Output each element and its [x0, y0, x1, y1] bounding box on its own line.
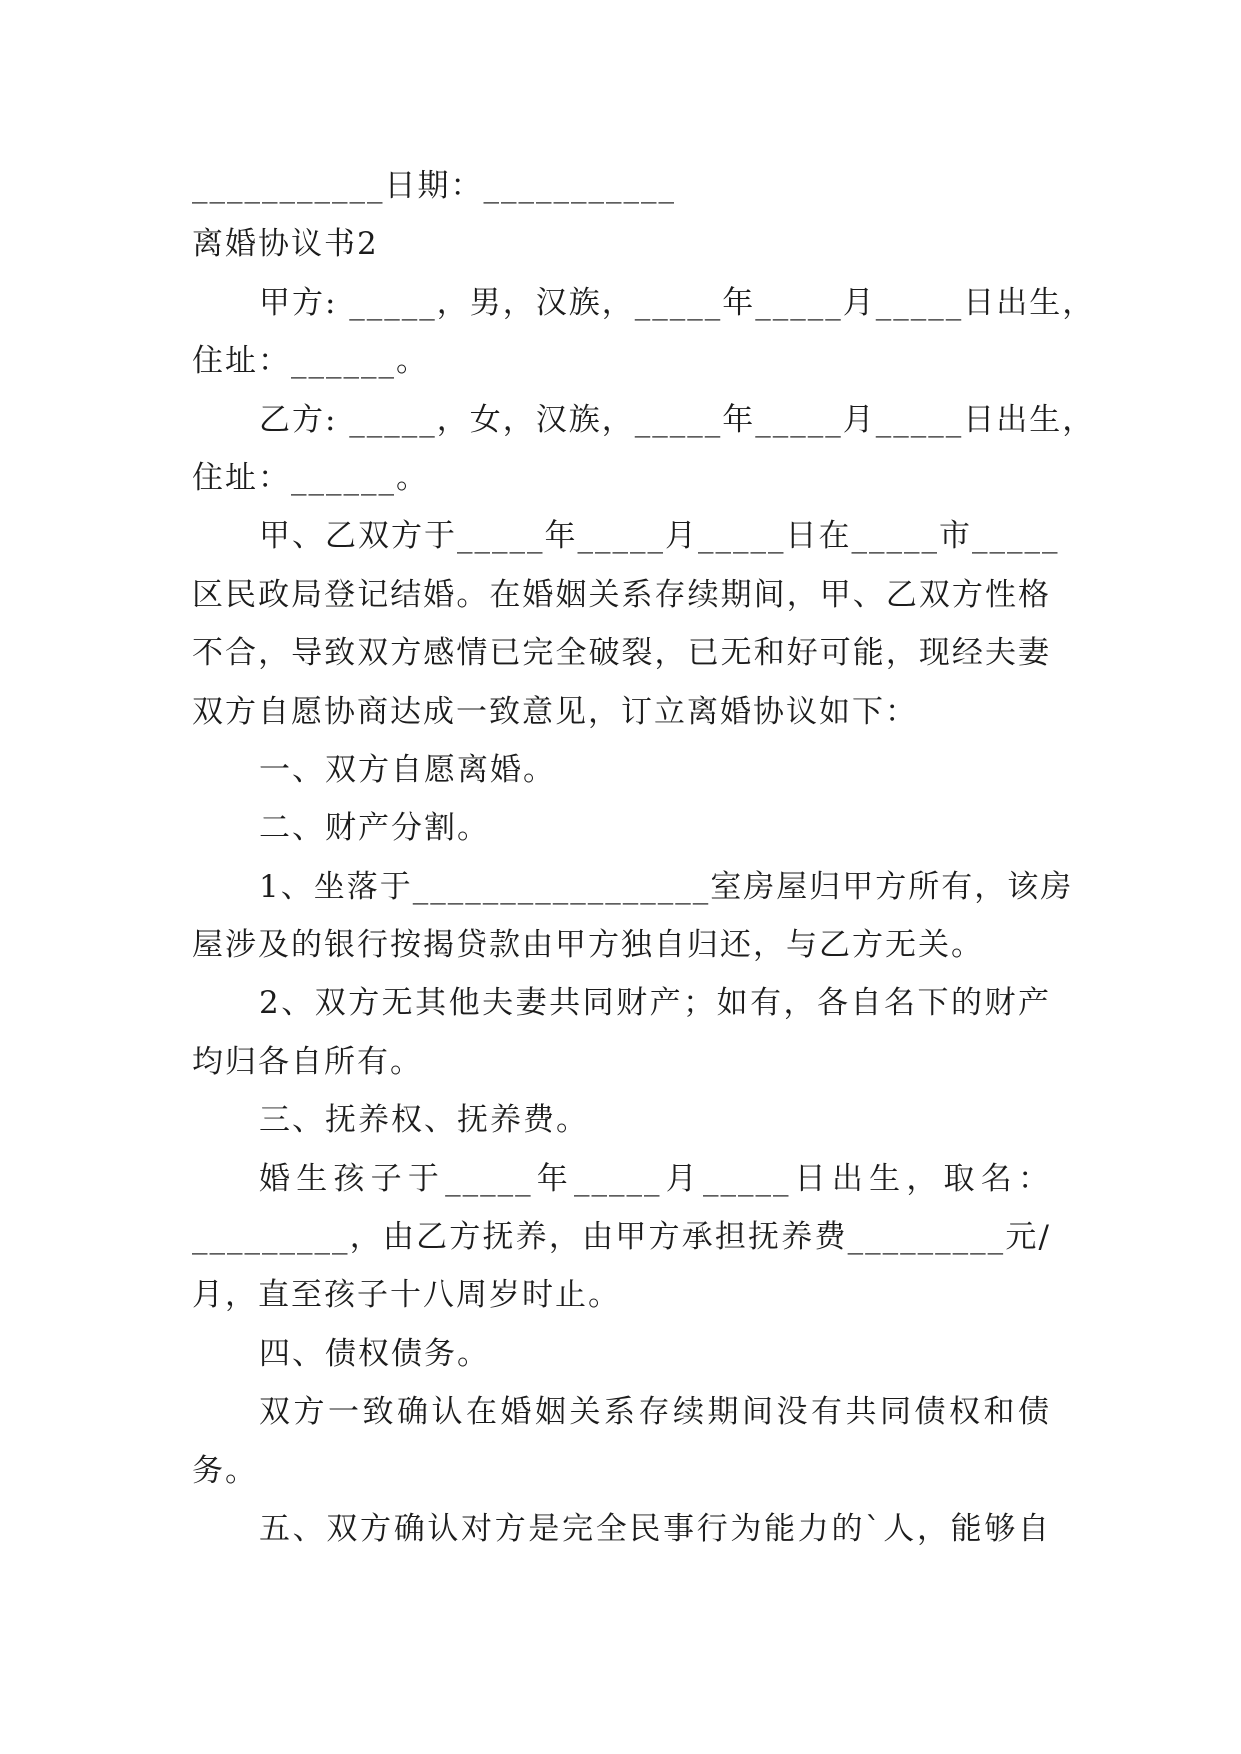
party-a-address-line: 住址：______。: [192, 343, 429, 380]
section-heading: 二、财产分割。: [259, 810, 490, 847]
document-title: 离婚协议书2: [192, 226, 379, 263]
text-line: 不合，导致双方感情已完全破裂，已无和好可能，现经夫妻: [192, 635, 1051, 672]
text-line: 均归各自所有。: [192, 1043, 423, 1080]
text-line: 双方一致确认在婚姻关系存续期间没有共同债权和债: [259, 1394, 1051, 1431]
section-heading: 一、双方自愿离婚。: [259, 751, 556, 788]
text-line: 五、双方确认对方是完全民事行为能力的`人，能够自: [259, 1510, 1051, 1547]
party-a-info-line: 甲方: _____，男，汉族，_____年_____月_____日出生，: [259, 284, 1096, 321]
text-line: 月，直至孩子十八周岁时止。: [192, 1277, 621, 1314]
text-line: 2、双方无其他夫妻共同财产；如有，各自名下的财产: [259, 985, 1051, 1022]
signature-date-line: ___________日期：___________: [192, 168, 676, 204]
text-line: 务。: [192, 1452, 258, 1489]
text-line: 双方自愿协商达成一致意见，订立离婚协议如下：: [192, 693, 918, 730]
text-line: 1、坐落于_________________室房屋归甲方所有，该房: [259, 868, 1074, 905]
party-b-address-line: 住址：______。: [192, 459, 429, 496]
section-heading: 三、抚养权、抚养费。: [259, 1102, 589, 1139]
text-line: _________，由乙方抚养，由甲方承担抚养费_________元/: [192, 1219, 1051, 1256]
text-line: 区民政局登记结婚。在婚姻关系存续期间，甲、乙双方性格: [192, 576, 1051, 613]
text-line: 屋涉及的银行按揭贷款由甲方独自归还，与乙方无关。: [192, 927, 984, 964]
text-line: 甲、乙双方于_____年_____月_____日在_____市_____: [259, 518, 1060, 555]
document-body: [192, 157, 1096, 1558]
text-line: 婚生孩子于_____年_____月_____日出生，取名：: [259, 1160, 1051, 1197]
section-heading: 四、债权债务。: [259, 1335, 490, 1372]
party-b-info-line: 乙方: _____，女，汉族，_____年_____月_____日出生，: [259, 401, 1096, 438]
